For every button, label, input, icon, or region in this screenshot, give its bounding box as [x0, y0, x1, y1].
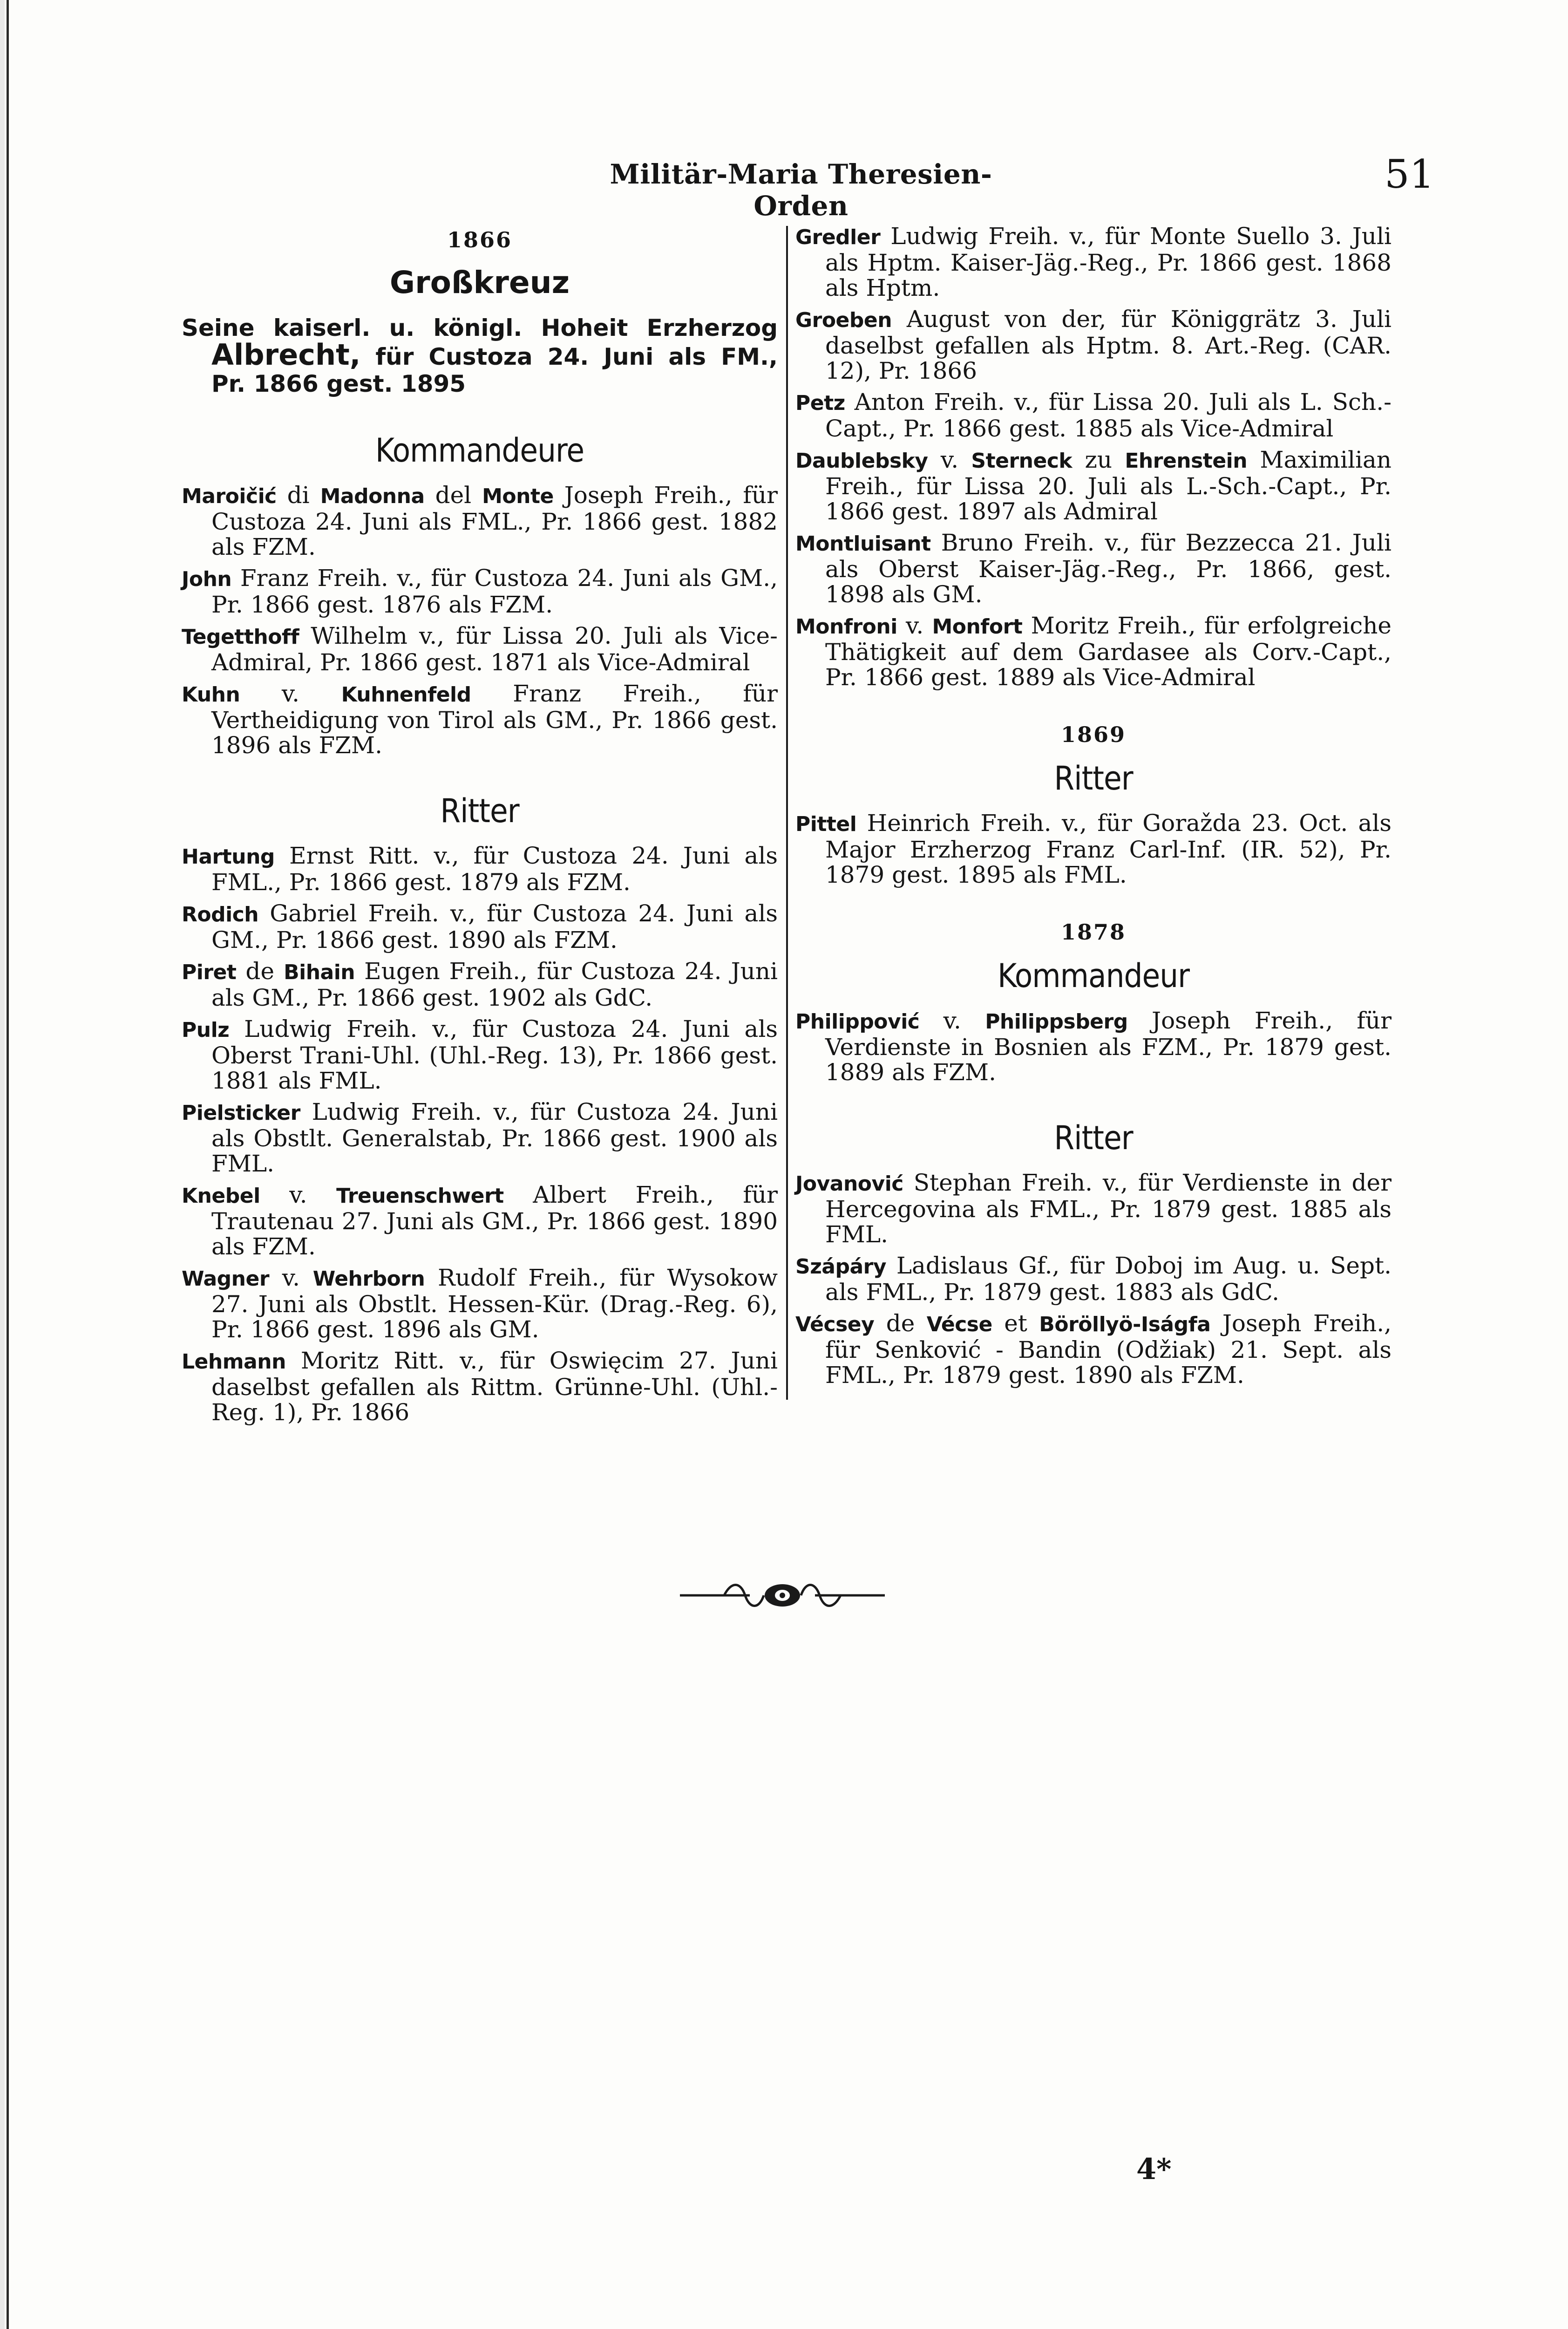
entry-text: Joseph Freih., für Custoza 24. Juni als FML., Pr. 1866 gest. 1882 als FZM.: [211, 482, 778, 560]
albrecht-prefix: Seine kaiserl. u. königl. Hoheit Erzherzog: [182, 314, 778, 341]
entry-text: v.: [240, 680, 341, 707]
list-item: [182, 565, 778, 617]
entry-name: Kuhnenfeld: [341, 683, 471, 707]
entry-name: Montluisant: [795, 532, 931, 556]
knights-1869-list: [795, 810, 1392, 887]
list-item: [795, 306, 1392, 383]
entry-text: Ludwig Freih. v., für Custoza 24. Juni als Oberst Trani-Uhl. (Uhl.-Reg. 13), Pr. 1866 gest. 1881 als FML.: [211, 1015, 778, 1094]
entry-name: Knebel: [182, 1184, 260, 1208]
signature-mark: 4*: [1136, 2152, 1172, 2186]
entry-text: Ladislaus Gf., für Doboj im Aug. u. Sept. als FML., Pr. 1879 gest. 1883 als GdC.: [825, 1252, 1392, 1306]
entry-name: Rodich: [182, 903, 259, 926]
entry-text: de: [874, 1310, 927, 1337]
entry-text: v.: [928, 446, 971, 473]
entry-name: Gredler: [795, 225, 881, 249]
year-1866: 1866: [447, 227, 513, 252]
entry-name: Monte: [482, 484, 554, 508]
entry-name: Monfroni: [795, 615, 897, 639]
list-item: [795, 224, 1392, 300]
entry-name: Pielsticker: [182, 1101, 300, 1125]
albrecht-text: für Custoza 24. Juni als FM., Pr. 1866 gest. 1895: [211, 343, 778, 397]
list-item: [182, 1099, 778, 1176]
list-item: [182, 1348, 778, 1425]
entry-text: Ernst Ritt. v., für Custoza 24. Juni als FML., Pr. 1866 gest. 1879 als FZM.: [211, 842, 778, 896]
heading-grand-cross: Großkreuz: [389, 265, 570, 300]
running-head: Militär-Maria Theresien-Orden: [610, 158, 992, 222]
year-1878: 1878: [1060, 919, 1127, 945]
heading-knights-1869: Ritter: [1054, 759, 1133, 797]
entry-name: John: [182, 567, 232, 591]
list-item: [182, 483, 778, 559]
entry-name: Monfort: [932, 615, 1023, 639]
commander-1878-list: [795, 1008, 1392, 1085]
entry-text: v.: [260, 1181, 337, 1208]
entry-name: Pulz: [182, 1018, 230, 1042]
entry-name: Petz: [795, 391, 845, 415]
entry-text: Moritz Freih., für erfolgreiche Thätigkeit auf dem Gardasee als Corv.-Capt., Pr. 1866 gest. 1889 als Vice-Admiral: [825, 612, 1392, 691]
entry-name: Wagner: [182, 1267, 270, 1291]
heading-commanders: Kommandeure: [375, 431, 584, 470]
entry-text: Albert Freih., für Trautenau 27. Juni als GM., Pr. 1866 gest. 1890 als FZM.: [211, 1181, 778, 1260]
commanders-list: [182, 483, 778, 758]
right-column: [795, 224, 1392, 1394]
page-edge-line: [7, 0, 9, 2329]
list-item: [795, 1311, 1392, 1388]
list-item: [182, 901, 778, 953]
entry-text: Bruno Freih. v., für Bezzecca 21. Juli als Oberst Kaiser-Jäg.-Reg., Pr. 1866, gest. 1898 als GM.: [825, 529, 1392, 608]
entry-text: Anton Freih. v., für Lissa 20. Juli als L. Sch.-Capt., Pr. 1866 gest. 1885 als Vice-Admiral: [825, 388, 1392, 442]
list-item: [795, 1008, 1392, 1085]
entry-name: Groeben: [795, 308, 892, 332]
page-number: 51: [1385, 151, 1434, 197]
albrecht-name: Albrecht,: [211, 338, 361, 372]
list-item: [182, 681, 778, 758]
left-column: [182, 224, 778, 1431]
list-item: [182, 623, 778, 675]
entry-name: Maroičić: [182, 484, 277, 508]
entry-text: Stephan Freih. v., für Verdienste in der Hercegovina als FML., Pr. 1879 gest. 1885 als FML.: [825, 1169, 1392, 1248]
entry-text: Joseph Freih., für Senković - Bandin (Odžiak) 21. Sept. als FML., Pr. 1879 gest. 1890 als FZM.: [825, 1310, 1392, 1389]
entry-text: Rudolf Freih., für Wysokow 27. Juni als Obstlt. Hessen-Kür. (Drag.-Reg. 6), Pr. 1866 gest. 1896 als GM.: [211, 1264, 778, 1343]
entry-name: Wehrborn: [312, 1267, 425, 1291]
entry-text: Eugen Freih., für Custoza 24. Juni als GM., Pr. 1866 gest. 1902 als GdC.: [211, 958, 778, 1011]
entry-name: Kuhn: [182, 683, 240, 707]
year-1869: 1869: [1060, 722, 1127, 747]
entry-name: Treuenschwert: [336, 1184, 504, 1208]
entry-text: Gabriel Freih. v., für Custoza 24. Juni als GM., Pr. 1866 gest. 1890 als FZM.: [211, 900, 778, 953]
entry-name: Philippović: [795, 1010, 920, 1034]
list-item: [795, 1170, 1392, 1247]
entry-text: Franz Freih. v., für Custoza 24. Juni als GM., Pr. 1866 gest. 1876 als FZM.: [211, 565, 778, 618]
list-item: [795, 389, 1392, 441]
list-item: [182, 1016, 778, 1093]
heading-knights-1878: Ritter: [1054, 1119, 1133, 1157]
entry-text: Heinrich Freih. v., für Goražda 23. Oct. als Major Erzherzog Franz Carl-Inf. (IR. 52), Pr. 1879 gest. 1895 als FML.: [825, 810, 1392, 888]
entry-text: Joseph Freih., für Verdienste in Bosnien als FZM., Pr. 1879 gest. 1889 als FZM.: [825, 1007, 1392, 1086]
entry-name: Sterneck: [971, 449, 1072, 473]
entry-name: Ehrenstein: [1125, 449, 1248, 473]
entry-name: Vécse: [926, 1313, 992, 1336]
entry-name: Bihain: [284, 960, 355, 984]
entry-name: Daublebsky: [795, 449, 928, 473]
entry-name: Hartung: [182, 845, 275, 869]
entry-text: Moritz Ritt. v., für Oswięcim 27. Juni daselbst gefallen als Rittm. Grünne-Uhl. (Uhl.-Reg. 1), Pr. 1866: [211, 1347, 778, 1426]
ornament-divider-icon: [680, 1577, 885, 1614]
entry-name: Tegetthoff: [182, 625, 299, 649]
entry-text: Ludwig Freih. v., für Custoza 24. Juni als Obstlt. Generalstab, Pr. 1866 gest. 1900 als FML.: [211, 1098, 778, 1177]
entry-text: August von der, für Königgrätz 3. Juli daselbst gefallen als Hptm. 8. Art.-Reg. (CAR. 12), Pr. 1866: [825, 306, 1392, 384]
entry-text: zu: [1072, 446, 1125, 473]
entry-name: Philippsberg: [985, 1010, 1128, 1034]
heading-commander-1878: Kommandeur: [997, 957, 1190, 995]
entry-text: di: [276, 482, 320, 509]
list-item: [182, 1182, 778, 1259]
column-divider: [786, 226, 788, 1400]
entry-text: Franz Freih., für Vertheidigung von Tirol als GM., Pr. 1866 gest. 1896 als FZM.: [211, 680, 778, 759]
entry-name: Pittel: [795, 812, 857, 836]
entry-albrecht: [182, 314, 778, 397]
page-edge-shadow: [0, 0, 5, 2329]
entry-text: et: [992, 1310, 1039, 1337]
entry-text: Ludwig Freih. v., für Monte Suello 3. Juli als Hptm. Kaiser-Jäg.-Reg., Pr. 1866 gest. 1868 als Hptm.: [825, 223, 1392, 301]
entry-text: v.: [919, 1007, 985, 1034]
entry-text: de: [236, 958, 284, 985]
entry-name: Vécsey: [795, 1313, 875, 1336]
entry-name: Böröllyö-Iságfa: [1039, 1313, 1211, 1336]
entry-text: del: [424, 482, 482, 509]
entry-text: Maximilian Freih., für Lissa 20. Juli als L.-Sch.-Capt., Pr. 1866 gest. 1897 als Admiral: [825, 446, 1392, 525]
list-item: [795, 613, 1392, 690]
list-item: [182, 1265, 778, 1342]
entry-name: Piret: [182, 960, 237, 984]
list-item: [795, 530, 1392, 607]
list-item: [182, 959, 778, 1010]
entry-name: Jovanović: [795, 1172, 903, 1196]
list-item: [182, 843, 778, 895]
entry-name: Szápáry: [795, 1255, 887, 1279]
list-item: [795, 810, 1392, 887]
continued-knights-list: [795, 224, 1392, 690]
list-item: [795, 447, 1392, 524]
heading-knights: Ritter: [440, 792, 519, 830]
entry-name: Lehmann: [182, 1350, 286, 1374]
entry-text: Wilhelm v., für Lissa 20. Juli als Vice-Admiral, Pr. 1866 gest. 1871 als Vice-Admiral: [211, 622, 778, 676]
entry-name: Madonna: [320, 484, 425, 508]
list-item: [795, 1253, 1392, 1305]
knights-1878-list: [795, 1170, 1392, 1388]
knights-list: [182, 843, 778, 1425]
entry-text: v.: [269, 1264, 313, 1291]
entry-text: v.: [897, 612, 932, 639]
